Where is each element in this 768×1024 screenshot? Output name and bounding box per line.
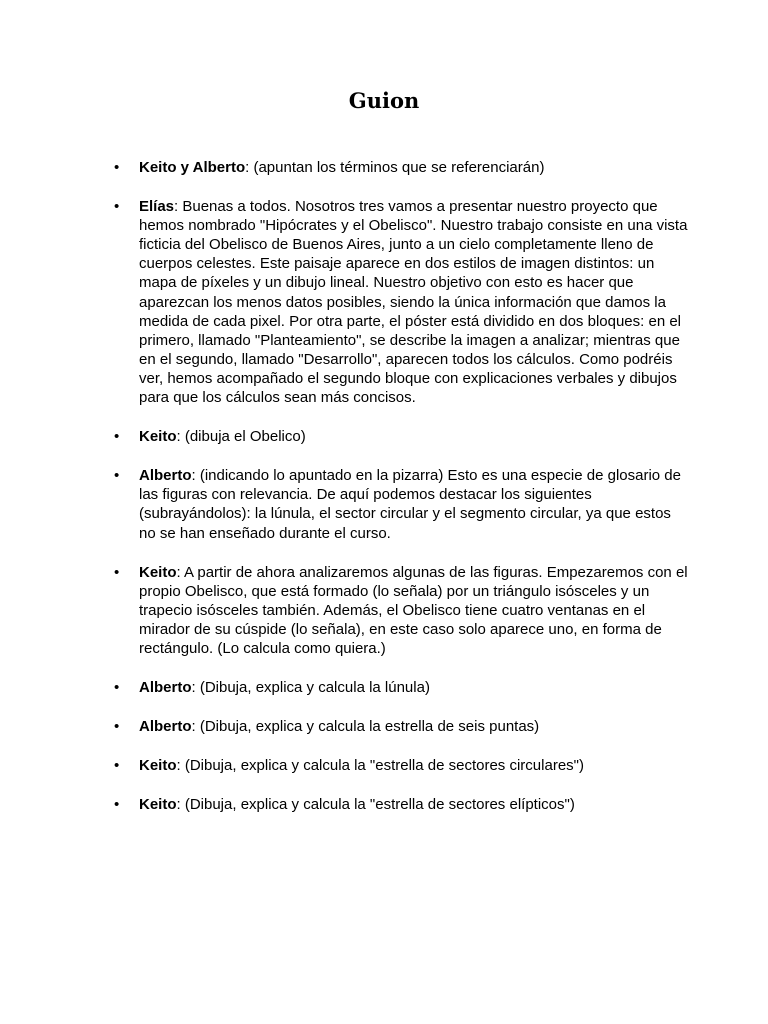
bullet-icon: •: [114, 198, 120, 216]
bullet-icon: •: [114, 757, 120, 775]
speaker-name: Alberto: [139, 679, 192, 697]
line-text: : Buenas a todos. Nosotros tres vamos a presentar nuestro proyecto que hemos nombrado "Hipócrates y el Obelisco". Nuestro trabajo consiste en una vista ficticia del Obelisco de Buenos Aires, junto a un cielo completamente lleno de cuerpos celestes. Este paisaje aparece en dos estilos de imagen distintos: un mapa de píxeles y un dibujo lineal. Nuestro objetivo con esto es hacer que aparezcan los menos datos posibles, siendo la única información que damos la medida de cada pixel. Por otra parte, el póster está dividido en dos bloques: en el primero, llamado "Planteamiento", se describe la imagen a analizar; mientras que en el segundo, llamado "Desarrollo", aparecen todos los cálculos. Como podréis ver, hemos acompañado el segundo bloque con explicaciones verbales y dibujos para que los cálculos sean más concisos.: [139, 198, 688, 407]
speaker-name: Alberto: [139, 718, 192, 736]
bullet-icon: •: [114, 679, 120, 697]
speaker-name: Keito: [139, 428, 177, 446]
script-list: [110, 158, 690, 834]
page-title: Guion: [348, 88, 420, 113]
speaker-name: Alberto: [139, 467, 192, 485]
line-text: : (dibuja el Obelico): [176, 428, 306, 446]
speaker-name: Keito: [139, 796, 177, 814]
bullet-icon: •: [114, 796, 120, 814]
list-item: [110, 717, 690, 736]
speaker-name: Keito y Alberto: [139, 159, 246, 176]
line-text: : (apuntan los términos que se referenciarán): [245, 159, 545, 176]
bullet-icon: •: [114, 159, 120, 176]
line-text: : (Dibuja, explica y calcula la lúnula): [191, 679, 430, 697]
line-text: : (Dibuja, explica y calcula la "estrella de sectores circulares"): [176, 757, 584, 775]
list-item: [110, 563, 690, 658]
list-item: [110, 158, 690, 177]
list-item: [110, 795, 690, 814]
line-text: : (Dibuja, explica y calcula la estrella de seis puntas): [191, 718, 540, 736]
line-text: : (indicando lo apuntado en la pizarra) Esto es una especie de glosario de las figuras con relevancia. De aquí podemos destacar los siguientes (subrayándolos): la lúnula, el sector circular y el segmento circular, ya que estos no se han enseñado durante el curso.: [139, 467, 681, 542]
list-item: [110, 756, 690, 775]
line-text: : A partir de ahora analizaremos algunas de las figuras. Empezaremos con el propio Obelisco, que está formado (lo señala) por un triángulo isósceles y un trapecio isósceles también. Además, el Obelisco tiene cuatro ventanas en el mirador de su cúspide (lo señala), en este caso solo aparece uno, en forma de rectángulo. (Lo calcula como quiera.): [139, 563, 688, 657]
bullet-icon: •: [114, 467, 120, 485]
list-item: [110, 197, 690, 407]
bullet-icon: •: [114, 428, 120, 446]
speaker-name: Elías: [139, 198, 175, 216]
line-text: : (Dibuja, explica y calcula la "estrella de sectores elípticos"): [176, 796, 575, 814]
speaker-name: Keito: [139, 563, 177, 581]
speaker-name: Keito: [139, 757, 177, 775]
list-item: [110, 427, 690, 446]
bullet-icon: •: [114, 718, 120, 736]
list-item: [110, 466, 690, 542]
bullet-icon: •: [114, 563, 120, 581]
list-item: [110, 678, 690, 697]
